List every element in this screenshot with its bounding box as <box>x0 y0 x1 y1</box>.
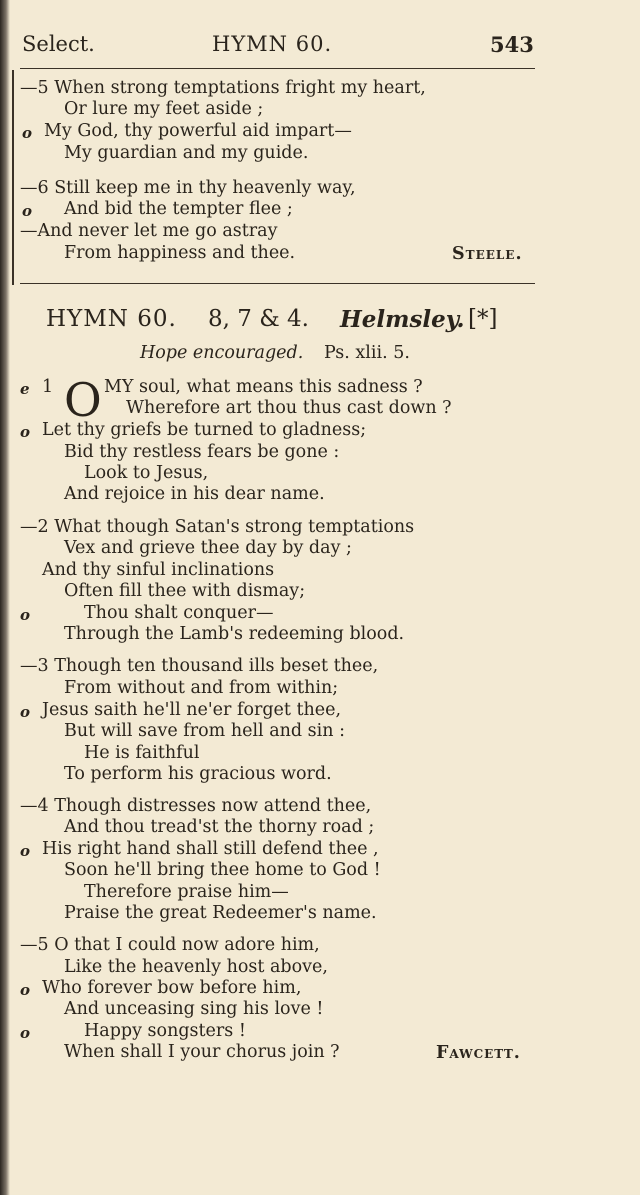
author-attribution: Fawcett. <box>436 1043 521 1063</box>
verse-line: Like the heavenly host above, <box>64 957 328 977</box>
verse-line: Let thy griefs be turned to gladness; <box>42 420 367 440</box>
stanza-number: 1 <box>42 377 54 397</box>
section-label: Select. <box>22 32 95 56</box>
verse-line: —4 Though distresses now attend thee, <box>20 796 372 816</box>
tune-name: Helmsley. <box>340 306 465 333</box>
margin-rule <box>12 70 14 285</box>
dynamic-mark: o <box>20 1024 31 1042</box>
verse-line: Praise the great Redeemer's name. <box>64 903 377 923</box>
scripture-reference: Ps. xlii. 5. <box>324 343 410 363</box>
page-number: 543 <box>490 32 534 57</box>
verse-line: My guardian and my guide. <box>64 143 309 163</box>
verse-line: Vex and grieve thee day by day ; <box>64 538 352 558</box>
verse-line: His right hand shall still defend thee , <box>42 839 379 859</box>
hymn-divider <box>20 283 535 284</box>
verse-line: And unceasing sing his love ! <box>64 999 324 1019</box>
verse-line: And thou tread'st the thorny road ; <box>64 817 375 837</box>
verse-line: My God, thy powerful aid impart— <box>44 121 352 141</box>
dynamic-mark: o <box>20 703 31 721</box>
verse-line: —6 Still keep me in thy heavenly way, <box>20 178 356 198</box>
dynamic-mark: o <box>20 842 31 860</box>
verse-line: Often fill thee with dismay; <box>64 581 306 601</box>
dynamic-mark: o <box>20 423 31 441</box>
verse-line: When shall I your chorus join ? <box>64 1042 340 1062</box>
verse-line: Jesus saith he'll ne'er forget thee, <box>42 700 342 720</box>
verse-line: Through the Lamb's redeeming blood. <box>64 624 405 644</box>
verse-line: From happiness and thee. <box>64 243 296 263</box>
verse-line: Look to Jesus, <box>84 463 209 483</box>
verse-line: Or lure my feet aside ; <box>64 99 264 119</box>
verse-line: Therefore praise him— <box>84 882 289 902</box>
book-spine-shadow <box>0 0 10 1195</box>
dynamic-mark: o <box>22 124 33 142</box>
tune-mark: [*] <box>468 306 498 332</box>
verse-line: And bid the tempter flee ; <box>64 199 293 219</box>
verse-line: He is faithful <box>84 743 200 763</box>
dynamic-mark: o <box>22 202 33 220</box>
verse-line: From without and from within; <box>64 678 339 698</box>
header-rule <box>20 68 535 69</box>
verse-line: —And never let me go astray <box>20 221 278 241</box>
drop-capital: O <box>64 373 102 427</box>
dynamic-mark: e <box>20 380 30 398</box>
verse-line: And rejoice in his dear name. <box>64 484 325 504</box>
verse-line: To perform his gracious word. <box>64 764 332 784</box>
verse-line: —2 What though Satan's strong temptations <box>20 517 415 537</box>
hymn-subtitle: Hope encouraged. <box>140 343 304 363</box>
hymn-title: HYMN 60. <box>46 306 177 332</box>
verse-line: Who forever bow before him, <box>42 978 302 998</box>
running-title: HYMN 60. <box>212 32 333 56</box>
verse-line: Wherefore art thou thus cast down ? <box>126 398 452 418</box>
dynamic-mark: o <box>20 981 31 999</box>
verse-line: —3 Though ten thousand ills beset thee, <box>20 656 379 676</box>
verse-line: Soon he'll bring thee home to God ! <box>64 860 381 880</box>
dynamic-mark: o <box>20 606 31 624</box>
verse-line: Thou shalt conquer— <box>84 603 274 623</box>
verse-line: MY soul, what means this sadness ? <box>104 377 423 397</box>
verse-line: Happy songsters ! <box>84 1021 246 1041</box>
verse-line: —5 O that I could now adore him, <box>20 935 320 955</box>
verse-line: And thy sinful inclinations <box>42 560 275 580</box>
verse-line: But will save from hell and sin : <box>64 721 345 741</box>
verse-line: —5 When strong temptations fright my heart, <box>20 78 426 98</box>
verse-line: Bid thy restless fears be gone : <box>64 442 340 462</box>
hymn-meter: 8, 7 & 4. <box>208 306 309 332</box>
author-attribution: Steele. <box>452 244 523 264</box>
